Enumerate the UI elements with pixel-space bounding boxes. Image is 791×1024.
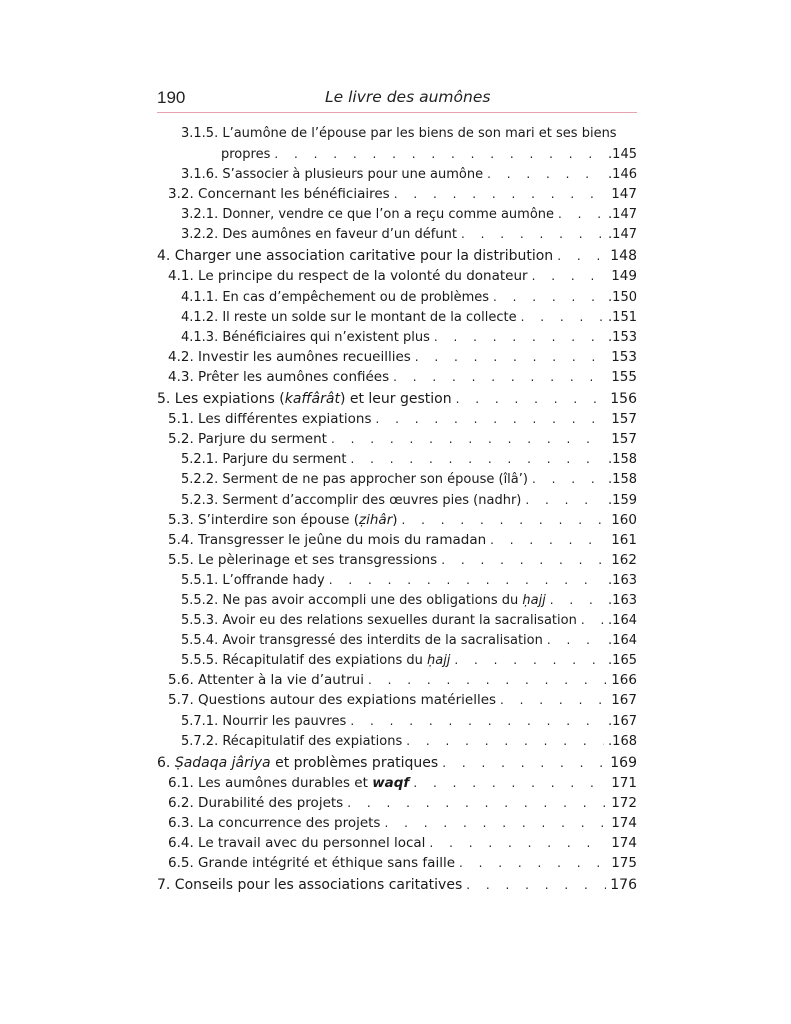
toc-entry[interactable]	[157, 224, 637, 244]
toc-entry-page: 155	[611, 368, 637, 385]
toc-entry-page: .163	[608, 572, 637, 588]
leader-dots	[557, 246, 606, 266]
toc-entry-title: 6.5. Grande intégrité et éthique sans faille	[168, 855, 456, 872]
toc-entry-page: 149	[611, 268, 637, 285]
toc-entry[interactable]	[157, 650, 637, 670]
leader-dots	[393, 367, 607, 387]
toc-entry-page: 157	[611, 431, 637, 448]
toc-entry-title: 5.6. Attenter à la vie d’autrui	[168, 672, 364, 689]
toc-entry-page: 161	[611, 531, 637, 548]
toc-entry-title: 5.5.2. Ne pas avoir accompli une des obligations du ḥajj	[181, 592, 546, 608]
toc-entry[interactable]	[157, 570, 637, 590]
toc-entry-title: 3.1.5. L’aumône de l’épouse par les biens de son mari et ses biens	[181, 126, 617, 141]
toc-entry[interactable]	[157, 347, 637, 367]
toc-entry-title: 5.2.2. Serment de ne pas approcher son épouse (îlâ’)	[181, 472, 528, 488]
toc-entry-page: 169	[610, 754, 637, 771]
toc-entry[interactable]	[157, 469, 637, 489]
leader-dots	[434, 327, 604, 347]
toc-entry[interactable]	[157, 327, 637, 347]
leader-dots	[547, 630, 604, 650]
toc-entry-title: 5.2. Parjure du serment	[168, 431, 327, 448]
toc-entry-title: 5.2.3. Serment d’accomplir des œuvres pies (nadhr)	[181, 492, 522, 508]
toc-entry-title: 5. Les expiations (kaffârât) et leur gestion	[157, 391, 452, 408]
toc-entry-page: .158	[608, 452, 637, 468]
table-of-contents	[157, 124, 637, 895]
toc-entry-page: 172	[611, 794, 637, 811]
leader-dots	[384, 813, 607, 833]
toc-entry[interactable]	[157, 773, 637, 793]
leader-dots	[347, 793, 607, 813]
toc-entry[interactable]	[157, 711, 637, 731]
toc-entry-page: .163	[608, 592, 637, 608]
toc-entry-page: 162	[611, 551, 637, 568]
toc-entry-page: .147	[608, 207, 637, 223]
toc-entry[interactable]	[157, 630, 637, 650]
leader-dots	[415, 347, 607, 367]
toc-entry-page: .146	[608, 167, 637, 182]
toc-entry-title: 4.2. Investir les aumônes recueillies	[168, 348, 411, 365]
leader-dots	[532, 469, 604, 489]
leader-dots	[402, 510, 608, 530]
toc-entry-page: .165	[608, 653, 637, 669]
toc-entry-title: 5.7. Questions autour des expiations matérielles	[168, 692, 497, 709]
page-number: 190	[157, 88, 186, 107]
toc-entry-page: 175	[611, 855, 637, 872]
toc-entry[interactable]	[157, 530, 637, 550]
toc-entry[interactable]	[157, 853, 637, 873]
leader-dots	[490, 530, 607, 550]
leader-dots	[350, 449, 604, 469]
toc-entry-title: 3.2.1. Donner, vendre ce que l’on a reçu comme aumône	[181, 207, 555, 223]
leader-dots	[550, 590, 604, 610]
leader-dots	[442, 753, 606, 773]
toc-entry-page: .164	[608, 613, 637, 629]
toc-entry-page: .150	[608, 289, 637, 305]
leader-dots	[375, 409, 607, 429]
toc-entry-title: 6.2. Durabilité des projets	[168, 794, 344, 811]
toc-entry[interactable]	[157, 753, 637, 773]
toc-entry-title: 3.1.6. S’associer à plusieurs pour une aumône	[181, 167, 484, 182]
running-title: Le livre des aumônes	[325, 88, 491, 106]
leader-dots	[429, 833, 607, 853]
toc-entry[interactable]	[157, 610, 637, 630]
leader-dots	[558, 204, 604, 224]
toc-entry-title: 6.3. La concurrence des projets	[168, 815, 381, 831]
toc-entry-page: 156	[610, 391, 637, 408]
toc-entry-title: 6. Ṣadaqa jâriya et problèmes pratiques	[157, 754, 439, 771]
toc-entry[interactable]	[157, 875, 637, 895]
leader-dots	[329, 570, 604, 590]
toc-entry[interactable]	[157, 124, 637, 164]
toc-entry-title: 5.1. Les différentes expiations	[168, 411, 372, 428]
toc-entry-title: 4.1.2. Il reste un solde sur le montant de la collecte	[181, 309, 517, 325]
toc-entry-title: 5.5.3. Avoir eu des relations sexuelles durant la sacralisation	[181, 613, 577, 629]
leader-dots	[441, 550, 607, 570]
toc-entry[interactable]	[157, 164, 637, 184]
toc-entry-title: 5.4. Transgresser le jeûne du mois du ramadan	[168, 531, 487, 548]
toc-entry-page: .158	[608, 472, 637, 488]
leader-dots	[487, 164, 604, 184]
toc-entry-page: 167	[611, 692, 637, 709]
toc-entry-title: 4.1.1. En cas d’empêchement ou de problèmes	[181, 289, 490, 305]
leader-dots	[406, 731, 604, 751]
toc-entry-page: .145	[608, 147, 637, 162]
leader-dots	[413, 773, 607, 793]
toc-entry-page: .153	[608, 329, 637, 345]
toc-entry[interactable]	[157, 550, 637, 570]
toc-entry[interactable]	[157, 204, 637, 224]
toc-entry[interactable]	[157, 409, 637, 429]
toc-entry-title: 5.5. Le pèlerinage et ses transgressions	[168, 551, 438, 568]
leader-dots	[461, 224, 604, 244]
toc-entry-title: 4. Charger une association caritative pour la distribution	[157, 248, 554, 265]
toc-entry[interactable]	[157, 690, 637, 710]
leader-dots	[521, 307, 604, 327]
toc-entry-title: 4.1.3. Bénéficiaires qui n’existent plus	[181, 329, 430, 345]
leader-dots	[581, 610, 604, 630]
toc-entry-page: .168	[608, 733, 637, 749]
toc-entry-page: .167	[608, 713, 637, 729]
toc-entry[interactable]	[157, 449, 637, 469]
toc-entry[interactable]	[157, 731, 637, 751]
leader-dots	[331, 429, 607, 449]
toc-entry-title: 3.2. Concernant les bénéficiaires	[168, 186, 390, 203]
leader-dots	[350, 711, 604, 731]
toc-entry[interactable]	[157, 429, 637, 449]
toc-entry-title: 4.3. Prêter les aumônes confiées	[168, 368, 390, 385]
toc-entry-page: 174	[611, 815, 637, 831]
toc-entry-title: 5.5.5. Récapitulatif des expiations du ḥajj	[181, 653, 451, 669]
leader-dots	[394, 184, 608, 204]
toc-entry-title: 6.4. Le travail avec du personnel local	[168, 835, 426, 852]
toc-entry[interactable]	[157, 813, 637, 833]
toc-entry[interactable]	[157, 833, 637, 853]
toc-entry-page: 160	[611, 511, 637, 528]
toc-entry-title: 5.5.4. Avoir transgressé des interdits de la sacralisation	[181, 633, 543, 649]
toc-entry-title: 6.1. Les aumônes durables et waqf	[168, 774, 410, 791]
toc-entry-title: 5.5.1. L’offrande hady	[181, 572, 325, 588]
leader-dots	[493, 287, 604, 307]
leader-dots	[525, 490, 604, 510]
toc-entry-page: .151	[608, 309, 637, 325]
toc-entry-title: 4.1. Le principe du respect de la volonté du donateur	[168, 268, 528, 285]
leader-dots	[274, 144, 604, 164]
toc-entry-title: 5.3. S’interdire son épouse (ẓihâr)	[168, 511, 398, 528]
toc-entry[interactable]	[157, 246, 637, 266]
leader-dots	[368, 670, 607, 690]
toc-entry-page: .159	[608, 492, 637, 508]
leader-dots	[454, 650, 604, 670]
toc-entry[interactable]	[157, 510, 637, 530]
toc-entry[interactable]	[157, 590, 637, 610]
toc-entry-page: .147	[608, 227, 637, 243]
leader-dots	[500, 690, 607, 710]
toc-entry[interactable]	[157, 389, 637, 409]
toc-entry[interactable]	[157, 793, 637, 813]
toc-entry-page: 174	[611, 835, 637, 852]
toc-entry[interactable]	[157, 490, 637, 510]
toc-entry[interactable]	[157, 670, 637, 690]
toc-entry-page: 148	[610, 248, 637, 265]
toc-entry[interactable]	[157, 266, 637, 286]
toc-entry-page: 176	[610, 877, 637, 894]
toc-entry-title: 3.2.2. Des aumônes en faveur d’un défunt	[181, 227, 457, 243]
leader-dots	[456, 389, 607, 409]
leader-dots	[466, 875, 606, 895]
leader-dots	[459, 853, 607, 873]
toc-entry[interactable]	[157, 287, 637, 307]
toc-entry[interactable]	[157, 307, 637, 327]
toc-entry-title: 5.7.2. Récapitulatif des expiations	[181, 733, 403, 749]
toc-entry[interactable]	[157, 184, 637, 204]
toc-entry[interactable]	[157, 367, 637, 387]
toc-entry-page: 157	[611, 411, 637, 428]
toc-entry-page: 153	[611, 348, 637, 365]
toc-entry-page: 171	[611, 774, 637, 791]
toc-entry-page: 166	[611, 672, 637, 689]
page-header	[157, 86, 637, 113]
toc-entry-page: .164	[608, 633, 637, 649]
toc-entry-title-cont: propres	[221, 147, 271, 162]
toc-entry-title: 5.7.1. Nourrir les pauvres	[181, 713, 347, 729]
toc-entry-title: 7. Conseils pour les associations caritatives	[157, 877, 463, 894]
leader-dots	[532, 266, 608, 286]
toc-entry-page: 147	[611, 186, 637, 203]
toc-entry-title: 5.2.1. Parjure du serment	[181, 452, 347, 468]
